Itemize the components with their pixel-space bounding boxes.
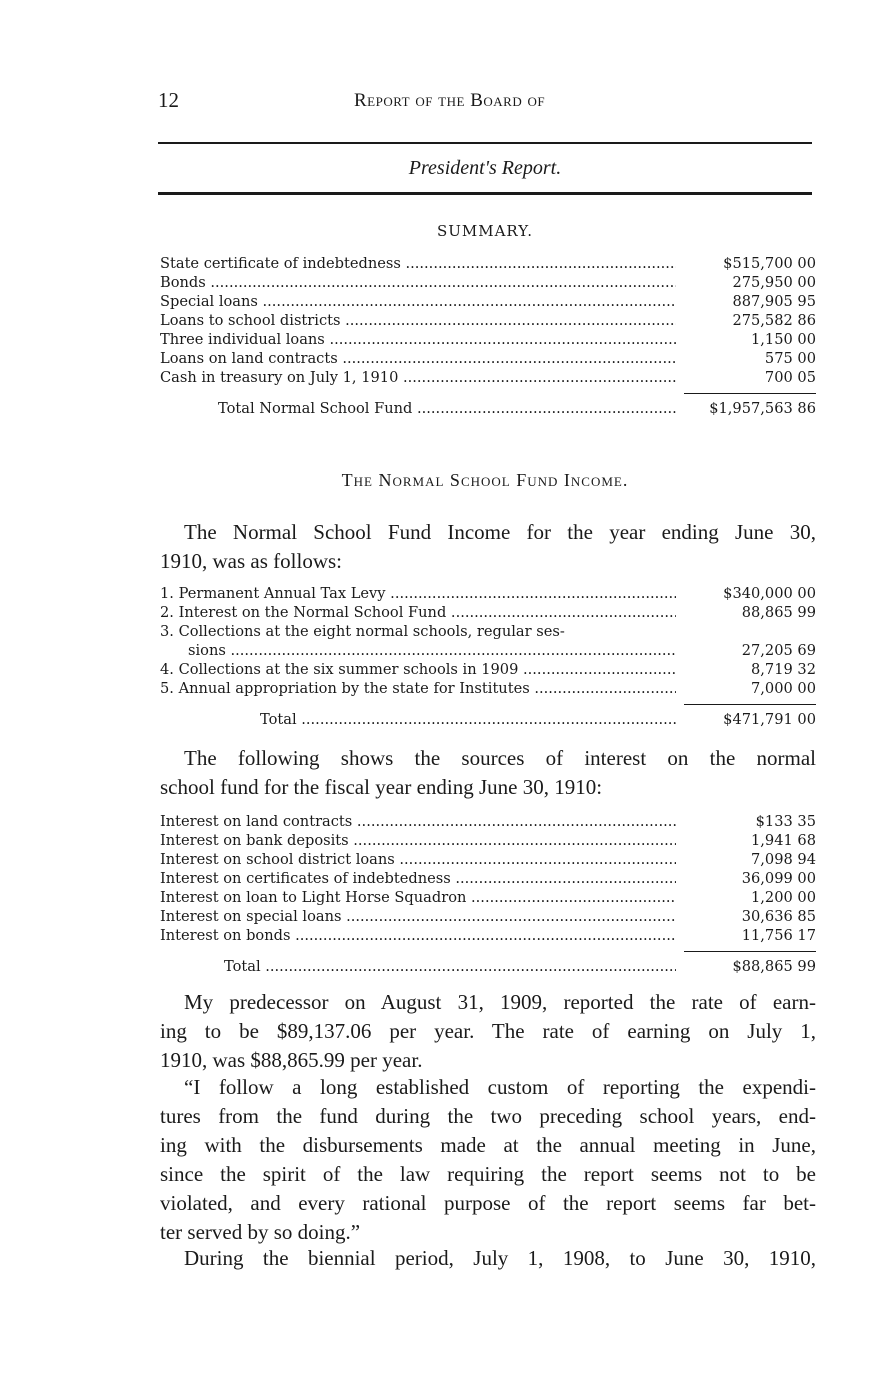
total-row bbox=[160, 710, 816, 729]
row-label: Interest on school district loans ..... bbox=[160, 850, 676, 869]
fund-income-ledger bbox=[160, 584, 816, 729]
interest-intro bbox=[160, 744, 816, 802]
ledger-row bbox=[160, 330, 816, 349]
row-label: Interest on loan to Light Horse Squadron ..... bbox=[160, 888, 676, 907]
row-label: sions ..... bbox=[188, 641, 676, 660]
running-title: Report of the Board of bbox=[354, 90, 546, 111]
fund-income-heading: The Normal School Fund Income. bbox=[341, 470, 629, 490]
row-label: Loans to school districts ..... bbox=[160, 311, 676, 330]
ledger-row bbox=[160, 254, 816, 273]
ledger-row bbox=[160, 660, 816, 679]
text-line: school fund for the fiscal year ending June 30, 1910: bbox=[160, 775, 603, 799]
text-line: violated, and every rational purpose of the report seems far bet- bbox=[160, 1191, 816, 1215]
total-amount: $88,865 99 bbox=[732, 958, 816, 975]
ledger-row bbox=[160, 641, 816, 660]
text-line: 1910, was as follows: bbox=[160, 549, 342, 573]
row-label: Interest on land contracts ..... bbox=[160, 812, 676, 831]
row-label: Interest on bank deposits ..... bbox=[160, 831, 676, 850]
total-label: Total ..... bbox=[224, 957, 676, 976]
ledger-row bbox=[160, 584, 816, 603]
total-label: Total ..... bbox=[260, 710, 676, 729]
row-amount: 27,205 69 bbox=[741, 642, 816, 659]
text-line: ing with the disbursements made at the annual meeting in June, bbox=[160, 1133, 816, 1157]
summary-title: SUMMARY. bbox=[436, 222, 534, 240]
row-label: Special loans ..... bbox=[160, 292, 676, 311]
row-label: 1. Permanent Annual Tax Levy ..... bbox=[160, 584, 676, 603]
ledger-row bbox=[160, 869, 816, 888]
text-line: tures from the fund during the two preceding school years, end- bbox=[160, 1104, 816, 1128]
ledger-row bbox=[160, 311, 816, 330]
text-line: since the spirit of the law requiring the report seems not to be bbox=[160, 1162, 816, 1186]
row-amount: $515,700 00 bbox=[723, 255, 816, 272]
interest-ledger bbox=[160, 812, 816, 976]
row-label: Interest on bonds ..... bbox=[160, 926, 676, 945]
row-amount: 1,150 00 bbox=[751, 331, 816, 348]
row-label: 4. Collections at the six summer schools in 1909 ..... bbox=[160, 660, 676, 679]
page-number: 12 bbox=[158, 88, 179, 112]
row-label: Bonds ..... bbox=[160, 273, 676, 292]
total-amount: $1,957,563 86 bbox=[709, 400, 816, 417]
ledger-row bbox=[160, 850, 816, 869]
text-line: The following shows the sources of interest on the normal bbox=[184, 746, 816, 770]
row-label: Loans on land contracts ..... bbox=[160, 349, 676, 368]
row-amount: 700 05 bbox=[764, 369, 816, 386]
row-amount: 11,756 17 bbox=[741, 927, 816, 944]
ledger-row bbox=[160, 368, 816, 387]
total-label: Total Normal School Fund ..... bbox=[218, 399, 676, 418]
row-label: Cash in treasury on July 1, 1910 ..... bbox=[160, 368, 676, 387]
row-label: Interest on special loans ..... bbox=[160, 907, 676, 926]
sum-rule bbox=[684, 704, 816, 705]
biennial-paragraph bbox=[160, 1244, 816, 1273]
row-amount: 36,099 00 bbox=[741, 870, 816, 887]
section-head: President's Report. bbox=[408, 157, 562, 179]
row-amount: 887,905 95 bbox=[732, 293, 816, 310]
sum-rule bbox=[684, 951, 816, 952]
row-amount: 7,000 00 bbox=[751, 680, 816, 697]
text-line: “I follow a long established custom of reporting the expendi- bbox=[184, 1075, 816, 1099]
row-amount: $340,000 00 bbox=[723, 585, 816, 602]
total-amount: $471,791 00 bbox=[723, 711, 816, 728]
ledger-row bbox=[160, 926, 816, 945]
ledger-row bbox=[160, 273, 816, 292]
header-rule-bottom bbox=[158, 192, 812, 195]
text-line: During the biennial period, July 1, 1908, to June 30, 1910, bbox=[184, 1246, 816, 1270]
running-head bbox=[158, 88, 812, 116]
text-line: ter served by so doing.” bbox=[160, 1220, 361, 1244]
text-line: The Normal School Fund Income for the year ending June 30, bbox=[184, 520, 816, 544]
row-label: 3. Collections at the eight normal schools, regular ses- bbox=[160, 623, 565, 640]
row-amount: 88,865 99 bbox=[741, 604, 816, 621]
sum-rule bbox=[684, 393, 816, 394]
total-row bbox=[160, 957, 816, 976]
total-row bbox=[160, 399, 816, 418]
ledger-row bbox=[160, 622, 816, 641]
row-amount: 275,950 00 bbox=[732, 274, 816, 291]
row-amount: 575 00 bbox=[764, 350, 816, 367]
header-rule-top bbox=[158, 142, 812, 144]
text-line: My predecessor on August 31, 1909, reported the rate of earn- bbox=[184, 990, 816, 1014]
fund-income-intro bbox=[160, 518, 816, 576]
summary-ledger bbox=[160, 254, 816, 418]
text-line: 1910, was $88,865.99 per year. bbox=[160, 1048, 423, 1072]
row-label: State certificate of indebtedness ..... bbox=[160, 254, 676, 273]
row-amount: $133 35 bbox=[755, 813, 816, 830]
ledger-row bbox=[160, 907, 816, 926]
ledger-row bbox=[160, 831, 816, 850]
row-label: Three individual loans ..... bbox=[160, 330, 676, 349]
row-label: Interest on certificates of indebtedness ..... bbox=[160, 869, 676, 888]
ledger-row bbox=[160, 888, 816, 907]
row-amount: 275,582 86 bbox=[732, 312, 816, 329]
predecessor-paragraph bbox=[160, 988, 816, 1075]
row-amount: 1,941 68 bbox=[751, 832, 816, 849]
ledger-row bbox=[160, 292, 816, 311]
row-amount: 8,719 32 bbox=[751, 661, 816, 678]
ledger-row bbox=[160, 812, 816, 831]
custom-paragraph bbox=[160, 1073, 816, 1247]
row-amount: 7,098 94 bbox=[751, 851, 816, 868]
text-line: ing to be $89,137.06 per year. The rate of earning on July 1, bbox=[160, 1019, 816, 1043]
ledger-row bbox=[160, 679, 816, 698]
row-amount: 1,200 00 bbox=[751, 889, 816, 906]
ledger-row bbox=[160, 603, 816, 622]
ledger-row bbox=[160, 349, 816, 368]
row-label: 5. Annual appropriation by the state for Institutes ..... bbox=[160, 679, 676, 698]
row-amount: 30,636 85 bbox=[741, 908, 816, 925]
row-label: 2. Interest on the Normal School Fund ..... bbox=[160, 603, 676, 622]
